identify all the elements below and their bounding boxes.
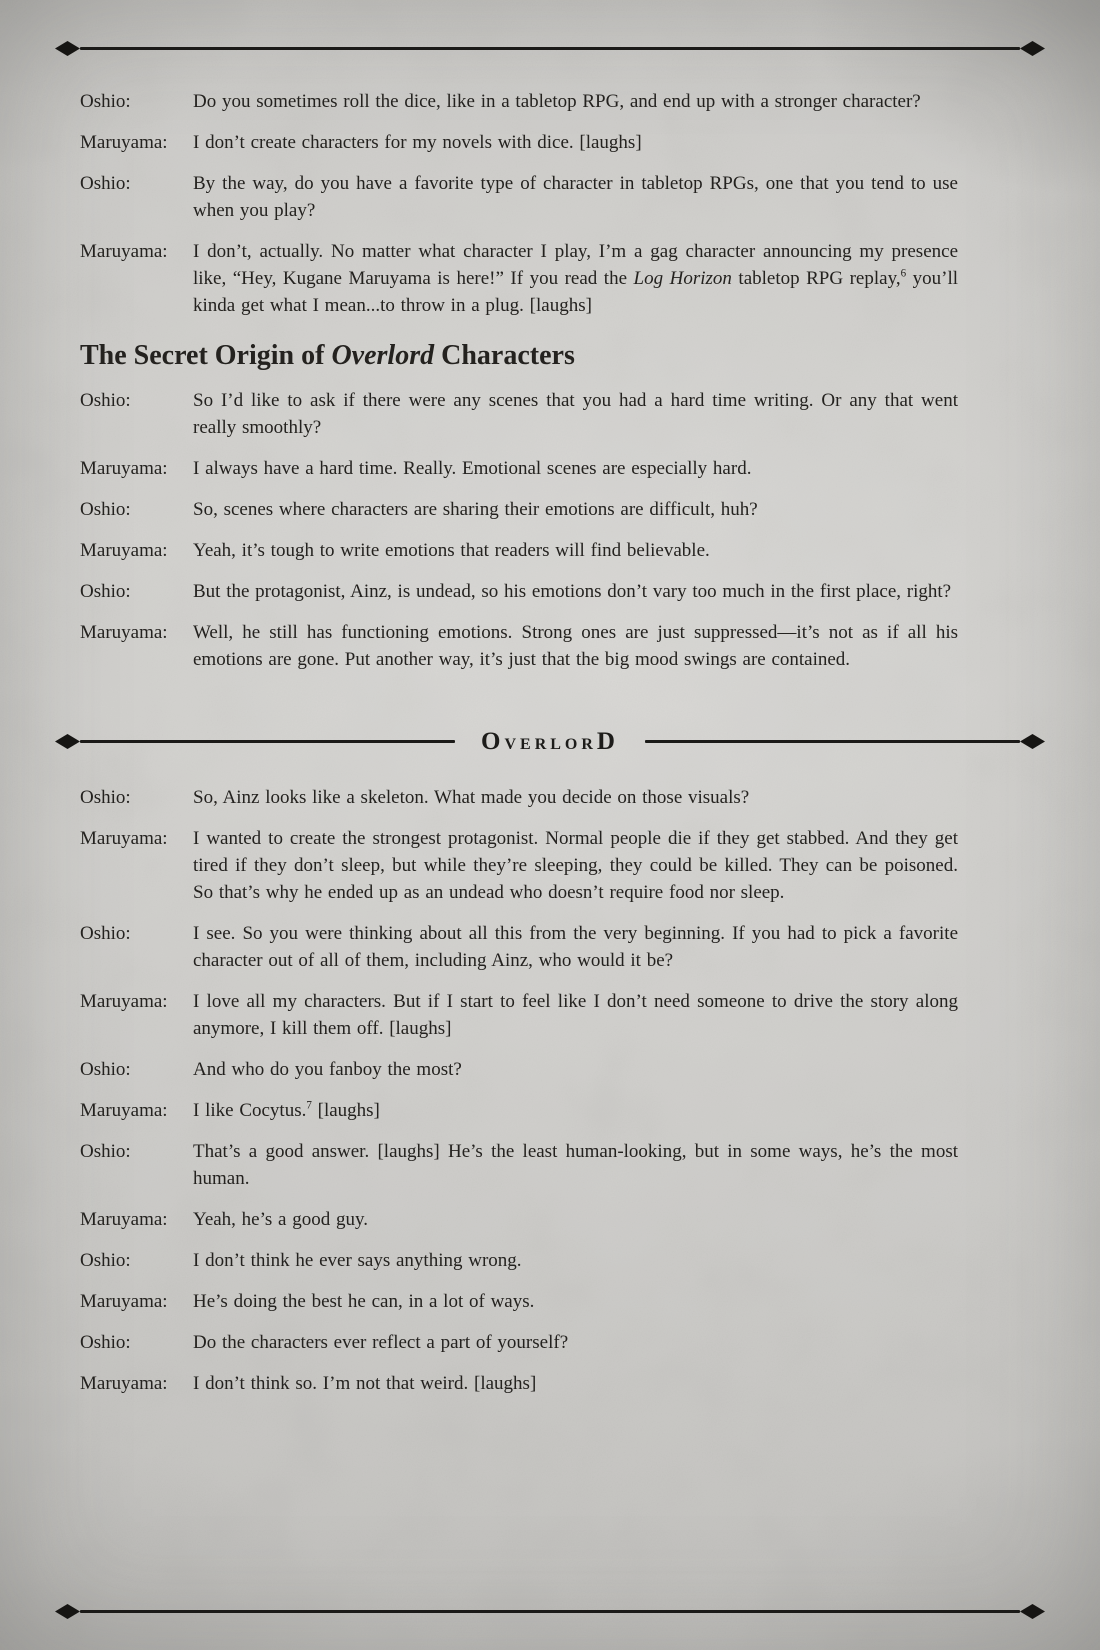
dialogue-text: I see. So you were thinking about all this from the very beginning. If you had to pick a favorite character out of all of them, including Ainz, who would it be? bbox=[193, 923, 958, 971]
dialogue-text bbox=[193, 1097, 958, 1124]
footnote-ref: 6 bbox=[900, 267, 907, 280]
heading-part: The Secret Origin of bbox=[80, 340, 332, 371]
dialogue-text: Yeah, it’s tough to write emotions that readers will find believable. bbox=[193, 540, 710, 561]
dialogue-text: Yeah, he’s a good guy. bbox=[193, 1209, 368, 1230]
dialogue-row bbox=[80, 988, 958, 1042]
speaker-label: Oshio: bbox=[80, 1141, 131, 1162]
italic-title: Overlord bbox=[331, 340, 435, 371]
dialogue-text: Well, he still has functioning emotions. Strong ones are just suppressed—it’s not as if all his emotions are gone. Put another way, it’s just that the big mood swings are contained. bbox=[193, 622, 958, 670]
speaker-label: Oshio: bbox=[80, 173, 131, 194]
speaker-label: Oshio: bbox=[80, 1059, 131, 1080]
dialogue-row bbox=[80, 455, 958, 482]
footnote-ref: 7 bbox=[306, 1099, 312, 1112]
speaker-label: Maruyama: bbox=[80, 1209, 168, 1230]
bottom-rule bbox=[55, 1604, 1045, 1619]
dialogue-row bbox=[80, 387, 958, 441]
speaker-label: Oshio: bbox=[80, 581, 131, 602]
dialogue-row bbox=[80, 1247, 958, 1274]
logo-letters: VERLOR bbox=[504, 736, 597, 753]
dialogue-text: He’s doing the best he can, in a lot of ways. bbox=[193, 1291, 535, 1312]
overlord-divider bbox=[55, 729, 1045, 754]
dialogue-row bbox=[80, 825, 958, 906]
speaker-label: Oshio: bbox=[80, 390, 131, 411]
dialogue-row bbox=[80, 1138, 958, 1192]
speaker-label: Oshio: bbox=[80, 1332, 131, 1353]
speaker-label: Maruyama: bbox=[80, 1373, 168, 1394]
italic-title: Log Horizon bbox=[633, 268, 732, 289]
dialogue-text: So I’d like to ask if there were any scenes that you had a hard time writing. Or any that went really smoothly? bbox=[193, 390, 958, 438]
diamond-icon bbox=[55, 734, 80, 749]
heading-part: Characters bbox=[434, 340, 575, 371]
dialogue-text-part: I like Cocytus. bbox=[193, 1100, 307, 1121]
dialogue-row bbox=[80, 920, 958, 974]
dialogue-row bbox=[80, 1056, 958, 1083]
speaker-label: Maruyama: bbox=[80, 540, 168, 561]
dialogue-row bbox=[80, 1329, 958, 1356]
dialogue-row bbox=[80, 537, 958, 564]
speaker-label: Maruyama: bbox=[80, 991, 168, 1012]
dialogue-row bbox=[80, 129, 958, 156]
dialogue-text-part: tabletop RPG replay, bbox=[731, 268, 901, 289]
dialogue-text: And who do you fanboy the most? bbox=[193, 1059, 462, 1080]
dialogue-text: I wanted to create the strongest protagonist. Normal people die if they get stabbed. And they get tired if they don’t sleep, but while they’re sleeping, they could be killed. They can be poisoned. So that’s why he ended up as an undead who doesn’t require food nor sleep. bbox=[193, 828, 958, 903]
rule-line bbox=[80, 1610, 1020, 1613]
diamond-icon bbox=[1020, 1604, 1045, 1619]
dialogue-text: By the way, do you have a favorite type of character in tabletop RPGs, one that you tend to use when you play? bbox=[193, 173, 958, 221]
speaker-label: Maruyama: bbox=[80, 828, 168, 849]
dialogue-row bbox=[80, 496, 958, 523]
dialogue-text: So, scenes where characters are sharing their emotions are difficult, huh? bbox=[193, 499, 758, 520]
dialogue-text: Do you sometimes roll the dice, like in a tabletop RPG, and end up with a stronger character? bbox=[193, 91, 921, 112]
overlord-logo bbox=[455, 729, 645, 754]
dialogue-text: I don’t think he ever says anything wrong. bbox=[193, 1250, 522, 1271]
dialogue-text: But the protagonist, Ainz, is undead, so his emotions don’t vary too much in the first place, right? bbox=[193, 581, 952, 602]
speaker-label: Oshio: bbox=[80, 1250, 131, 1271]
speaker-label: Maruyama: bbox=[80, 1100, 168, 1121]
dialogue-text bbox=[193, 238, 958, 319]
speaker-label: Maruyama: bbox=[80, 1291, 168, 1312]
dialogue-row bbox=[80, 1206, 958, 1233]
speaker-label: Oshio: bbox=[80, 499, 131, 520]
dialogue-text: I don’t create characters for my novels with dice. [laughs] bbox=[193, 132, 642, 153]
dialogue-row bbox=[80, 170, 958, 224]
rule-line bbox=[80, 740, 455, 743]
speaker-label: Maruyama: bbox=[80, 132, 168, 153]
dialogue-text: Do the characters ever reflect a part of yourself? bbox=[193, 1332, 569, 1353]
speaker-label: Maruyama: bbox=[80, 622, 168, 643]
dialogue-row bbox=[80, 88, 958, 115]
dialogue-row bbox=[80, 1370, 958, 1397]
dialogue-text: So, Ainz looks like a skeleton. What made you decide on those visuals? bbox=[193, 787, 750, 808]
dialogue-row bbox=[80, 578, 958, 605]
logo-letter: D bbox=[596, 728, 619, 755]
dialogue-text: I always have a hard time. Really. Emotional scenes are especially hard. bbox=[193, 458, 752, 479]
dialogue-text-part: I don’t, actually. No matter what character I play, I’m a gag character announcing my presence like, “Hey, Kugane Maruyama is here!” If you read the bbox=[193, 241, 958, 289]
section-heading bbox=[80, 339, 958, 373]
dialogue-row bbox=[80, 1288, 958, 1315]
speaker-label: Oshio: bbox=[80, 91, 131, 112]
dialogue-text: I love all my characters. But if I start to feel like I don’t need someone to drive the story along anymore, I kill them off. [laughs] bbox=[193, 991, 958, 1039]
dialogue-row bbox=[80, 619, 958, 673]
dialogue-row bbox=[80, 1097, 958, 1124]
dialogue-text: That’s a good answer. [laughs] He’s the least human-looking, but in some ways, he’s the most human. bbox=[193, 1141, 958, 1189]
diamond-icon bbox=[55, 1604, 80, 1619]
dialogue-text-part: you’ll kinda get what I mean...to throw in a plug. [laughs] bbox=[193, 268, 959, 316]
dialogue-row bbox=[80, 238, 958, 319]
speaker-label: Oshio: bbox=[80, 787, 131, 808]
speaker-label: Maruyama: bbox=[80, 241, 168, 262]
speaker-label: Maruyama: bbox=[80, 458, 168, 479]
dialogue-text: I don’t think so. I’m not that weird. [laughs] bbox=[193, 1373, 537, 1394]
speaker-label: Oshio: bbox=[80, 923, 131, 944]
dialogue-text-part: [laughs] bbox=[311, 1100, 380, 1121]
dialogue-row bbox=[80, 784, 958, 811]
rule-line bbox=[645, 740, 1020, 743]
logo-letter: O bbox=[481, 728, 505, 755]
diamond-icon bbox=[1020, 734, 1045, 749]
